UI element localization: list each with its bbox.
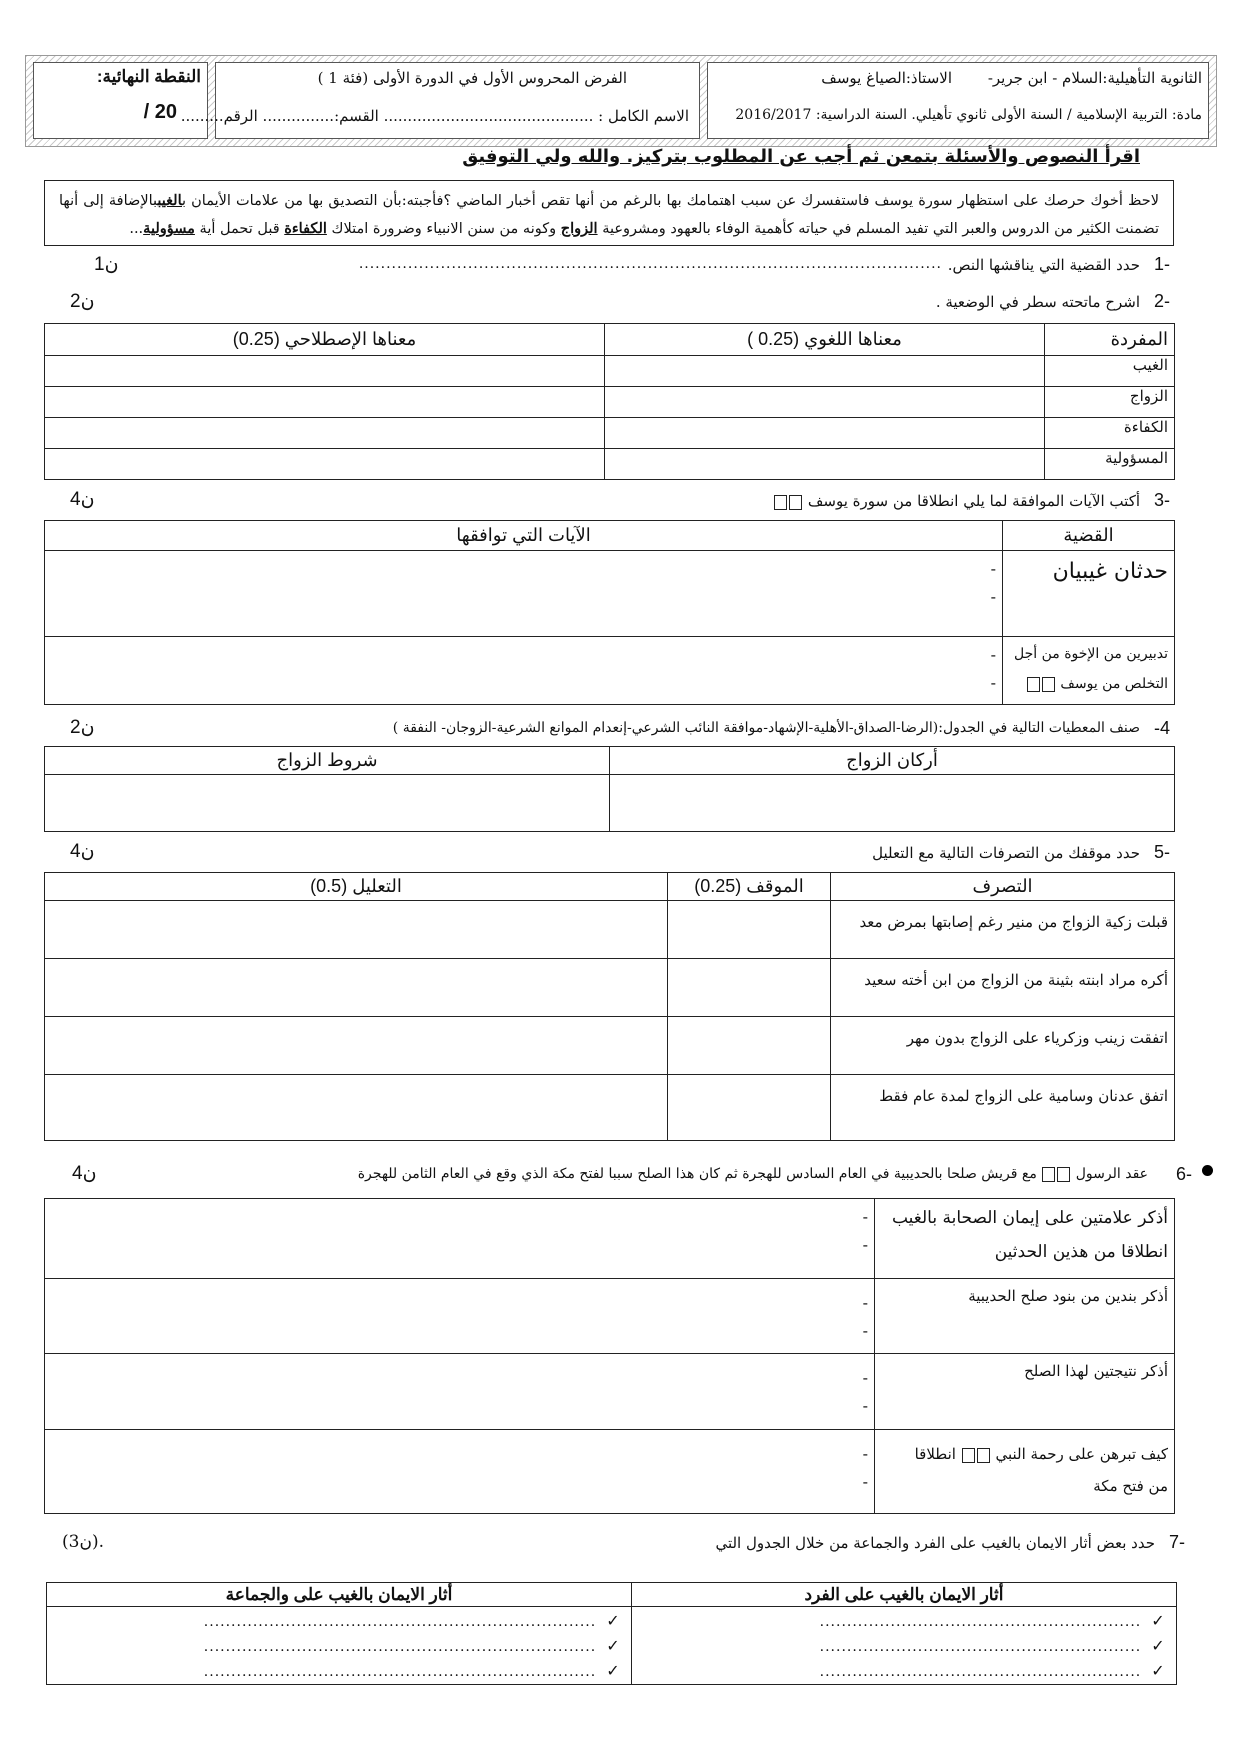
answer-dash: - — [990, 587, 996, 606]
q3-issue-cell — [1003, 637, 1175, 705]
q5-header-reason: التعليل (0.5) — [45, 873, 668, 901]
answer-dash: - — [990, 673, 996, 692]
q7-answer-line[interactable] — [638, 1634, 1170, 1659]
q3-table — [44, 520, 1175, 705]
q2-text: اشرح ماتحته سطر في الوضعية . — [935, 293, 1140, 311]
answer-dash: - — [990, 559, 996, 578]
q6-table — [44, 1198, 1175, 1514]
instruction-title: اقرأ النصوص والأسئلة بتمعن ثم أجب عن المطلوب بتركيز. والله ولي التوفيق — [462, 146, 1140, 167]
pbuh-glyph-icon — [1027, 677, 1040, 692]
answer-dots: ........................................................................ — [203, 1639, 597, 1655]
school-info-box — [707, 62, 1209, 139]
q4-number: 4- — [1153, 718, 1170, 738]
teacher-name: الاستاذ:الصياغ يوسف — [821, 69, 952, 87]
q4-pillars-answer[interactable] — [610, 775, 1175, 832]
q2-header-word: المفردة — [1045, 324, 1175, 356]
answer-dash: - — [862, 1368, 868, 1387]
q3-verses-answer[interactable] — [45, 551, 1003, 637]
q7-answer-line[interactable] — [638, 1659, 1170, 1684]
q6-task-4-line-1b: انطلاقا — [914, 1445, 956, 1463]
score-box — [33, 62, 208, 139]
q4-header-pillars: أركان الزواج — [610, 747, 1175, 775]
q5-reason-answer[interactable] — [45, 1017, 668, 1075]
term-masuliya: مسؤولية — [143, 220, 195, 237]
q2-word-cell: الكفاءة — [1045, 418, 1175, 449]
q2-points: 2ن — [70, 291, 95, 312]
situation-text — [44, 180, 1174, 246]
q4-text: صنف المعطيات التالية في الجدول:(الرضا-الصداق-الأهلية-الإشهاد-موافقة النائب الشرعي-إنعدام الموانع الشرعية-الزوجان- النفقة ) — [392, 720, 1140, 736]
q7-individual-answers[interactable] — [632, 1607, 1177, 1685]
q1-text: حدد القضية التي يناقشها النص. — [947, 256, 1140, 274]
q5-text: حدد موقفك من التصرفات التالية مع التعليل — [872, 844, 1140, 862]
answer-dash: - — [862, 1293, 868, 1312]
answer-dash: - — [862, 1444, 868, 1463]
pbuh-glyph-icon — [1057, 1167, 1070, 1182]
student-name-line: الاسم الكامل : ............................................ القسم:............... الرقم......... — [180, 107, 689, 125]
q2-header-linguistic: معناها اللغوي (0.25 ) — [605, 324, 1045, 356]
checkmark-icon: ✓ — [1151, 1661, 1165, 1680]
q7-answer-line[interactable] — [53, 1609, 625, 1634]
final-score-value: 20 / — [143, 101, 177, 123]
answer-dash: - — [862, 1321, 868, 1340]
answer-dash: - — [862, 1396, 868, 1415]
pbuh-glyph-icon — [774, 495, 787, 510]
q6-text-a: عقد الرسول — [1075, 1166, 1148, 1182]
q3-header-verses: الآيات التي توافقها — [45, 521, 1003, 551]
answer-dash: - — [862, 1472, 868, 1491]
q2-answer-technical[interactable] — [45, 449, 605, 480]
q2-word-cell: الغيب — [1045, 356, 1175, 387]
subject-line: مادة: التربية الإسلامية / السنة الأولى ثانوي تأهيلي. السنة الدراسية: 2016/2017 — [735, 107, 1202, 123]
q6-task-cell — [875, 1354, 1175, 1430]
q5-action-cell: اتفقت زينب وزكرياء على الزواج بدون مهر — [831, 1017, 1175, 1075]
q3-issue-2-line-2: التخلص من يوسف — [1060, 676, 1168, 692]
q5-reason-answer[interactable] — [45, 1075, 668, 1141]
q3-issue-2-line-1: تدبيرين من الإخوة من أجل — [1014, 646, 1168, 662]
situation-part-5: ... — [129, 221, 144, 237]
q4-points: 2ن — [70, 717, 95, 738]
q6-answer-cell[interactable] — [45, 1199, 875, 1279]
q5-reason-answer[interactable] — [45, 901, 668, 959]
q1-number: -1 — [1153, 254, 1170, 274]
pbuh-glyph-icon — [962, 1448, 975, 1463]
answer-dash: - — [862, 1235, 868, 1254]
term-kafaa: الكفاءة — [284, 220, 327, 237]
q6-task-cell — [875, 1279, 1175, 1354]
q7-number: -7 — [1168, 1532, 1185, 1552]
answer-dots: ........................................................................ — [203, 1664, 597, 1680]
checkmark-icon: ✓ — [606, 1661, 620, 1680]
q5-position-answer[interactable] — [668, 1017, 831, 1075]
q3-verses-answer[interactable] — [45, 637, 1003, 705]
q3-issue-1: حدثان غيبيان — [1052, 559, 1168, 584]
exam-title: الفرض المحروس الأول في الدورة الأولى (فئة 1 ) — [317, 69, 627, 87]
situation-part-3: وكونه من سنن الانبياء وضرورة امتلاك — [326, 221, 561, 237]
q5-table — [44, 872, 1175, 1141]
pbuh-glyph-icon — [1042, 677, 1055, 692]
answer-dots: ........................................................... — [819, 1639, 1142, 1655]
q7-community-answers[interactable] — [47, 1607, 632, 1685]
q2-header-technical: معناها الإصطلاحي (0.25) — [45, 324, 605, 356]
q5-header-position: الموقف (0.25) — [668, 873, 831, 901]
situation-part-2: بالإضافة إلى أنها تضمنت الكثير من الدروس والعبر التي تفيد المسلم في حياته كأهمية الوفاء بالعهود ومشروعية — [59, 193, 1159, 237]
q5-action-cell: قبلت زكية الزواج من منير رغم إصابتها بمرض معد — [831, 901, 1175, 959]
q3-points: 4ن — [70, 489, 95, 510]
q3-number: -3 — [1153, 490, 1170, 510]
pbuh-glyph-icon — [977, 1448, 990, 1463]
q7-answer-line[interactable] — [53, 1659, 625, 1684]
q5-position-answer[interactable] — [668, 1075, 831, 1141]
q6-number: -6 — [1175, 1164, 1192, 1184]
answer-dash: - — [990, 645, 996, 664]
q3-text: أكتب الآيات الموافقة لما يلي انطلاقا من سورة يوسف — [807, 492, 1140, 510]
school-name: الثانوية التأهيلية:السلام - ابن جرير- — [987, 69, 1202, 87]
checkmark-icon: ✓ — [1151, 1611, 1165, 1630]
q7-header-community: أثار الايمان بالغيب على والجماعة — [47, 1583, 632, 1607]
q2-answer-linguistic[interactable] — [605, 356, 1045, 387]
q3-header-issue: القضية — [1003, 521, 1175, 551]
q6-task-cell — [875, 1430, 1175, 1514]
q6-task-4-line-1-wrap — [881, 1438, 1168, 1470]
q5-action-cell: اتفق عدنان وسامية على الزواج لمدة عام فقط — [831, 1075, 1175, 1141]
q2-answer-linguistic[interactable] — [605, 449, 1045, 480]
q3-issue-cell — [1003, 551, 1175, 637]
bullet-icon — [1202, 1165, 1213, 1176]
q6-task-3: أذكر نتيجتين لهذا الصلح — [1024, 1362, 1168, 1380]
q6-text-b: مع قريش صلحا بالحديبية في العام السادس للهجرة ثم كان هذا الصلح سببا لفتح مكة الذي وقع في العام الثامن للهجرة — [357, 1166, 1037, 1182]
q5-points: 4ن — [70, 841, 95, 862]
q6-task-cell — [875, 1199, 1175, 1279]
q6-task-4-line-2: من فتح مكة — [1093, 1477, 1168, 1495]
q2-answer-technical[interactable] — [45, 356, 605, 387]
exam-info-box — [180, 62, 700, 139]
q2-answer-linguistic[interactable] — [605, 418, 1045, 449]
q2-word-cell: المسؤولية — [1045, 449, 1175, 480]
q5-position-answer[interactable] — [668, 959, 831, 1017]
q6-answer-cell[interactable] — [45, 1430, 875, 1514]
q2-word-cell: الزواج — [1045, 387, 1175, 418]
q6-answer-cell[interactable] — [45, 1279, 875, 1354]
q7-answer-line[interactable] — [638, 1609, 1170, 1634]
q1-points: 1ن — [94, 254, 119, 275]
q7-text: حدد بعض أثار الايمان بالغيب على الفرد والجماعة من خلال الجدول التي — [715, 1534, 1155, 1552]
q5-action-cell: أكره مراد ابنته بثينة من الزواج من ابن أخته سعيد — [831, 959, 1175, 1017]
q7-points: (3ن). — [62, 1532, 104, 1552]
q4-header-conditions: شروط الزواج — [45, 747, 610, 775]
q6-task-1-line-1: أذكر علامتين على إيمان الصحابة بالغيب — [891, 1208, 1168, 1228]
q7-header-individual: أثار الايمان بالغيب على الفرد — [632, 1583, 1177, 1607]
answer-dots: ........................................................... — [819, 1614, 1142, 1630]
q6-answer-cell[interactable] — [45, 1354, 875, 1430]
q2-answer-technical[interactable] — [45, 418, 605, 449]
checkmark-icon: ✓ — [606, 1636, 620, 1655]
q5-header-action: التصرف — [831, 873, 1175, 901]
q5-position-answer[interactable] — [668, 901, 831, 959]
q3-issue-2-line-2-wrap — [1009, 669, 1168, 699]
q6-task-4-line-1: كيف تبرهن على رحمة النبي — [995, 1445, 1168, 1463]
pbuh-glyph-icon — [789, 495, 802, 510]
final-score-label: النقطة النهائية: — [96, 67, 201, 86]
answer-dots: ........................................................................ — [203, 1614, 597, 1630]
checkmark-icon: ✓ — [606, 1611, 620, 1630]
q2-answer-technical[interactable] — [45, 387, 605, 418]
q2-answer-linguistic[interactable] — [605, 387, 1045, 418]
situation-part-4: قبل تحمل أية — [194, 221, 285, 237]
q7-table — [46, 1582, 1177, 1685]
q6-text-wrap — [358, 1166, 1148, 1182]
situation-part-1: لاحظ أخوك حرصك على استظهار سورة يوسف فاستفسرك عن سبب اهتمامك بها بالرغم من أنها تقص أخبار الماضي ؟فأجبته:بأن التصديق بها من علامات الأيمان ب — [182, 193, 1159, 209]
q3-text-wrap — [773, 492, 1140, 510]
answer-dash: - — [862, 1207, 868, 1226]
q2-number: -2 — [1153, 291, 1170, 311]
q1-answer-line[interactable]: ........................................................................................................... — [358, 256, 942, 272]
q6-task-1-line-2: انطلاقا من هذين الحدثين — [994, 1242, 1168, 1262]
q5-reason-answer[interactable] — [45, 959, 668, 1017]
term-ghayb: الغيب — [157, 192, 182, 209]
pbuh-glyph-icon — [1042, 1167, 1055, 1182]
answer-dots: ........................................................... — [819, 1664, 1142, 1680]
q7-answer-line[interactable] — [53, 1634, 625, 1659]
q4-table — [44, 746, 1175, 832]
q5-number: -5 — [1153, 842, 1170, 862]
q4-conditions-answer[interactable] — [45, 775, 610, 832]
term-zawaj: الزواج — [560, 220, 598, 237]
q2-table — [44, 323, 1175, 480]
checkmark-icon: ✓ — [1151, 1636, 1165, 1655]
q6-task-2: أذكر بندين من بنود صلح الحديبية — [968, 1287, 1168, 1305]
q6-points: 4ن — [72, 1163, 97, 1184]
